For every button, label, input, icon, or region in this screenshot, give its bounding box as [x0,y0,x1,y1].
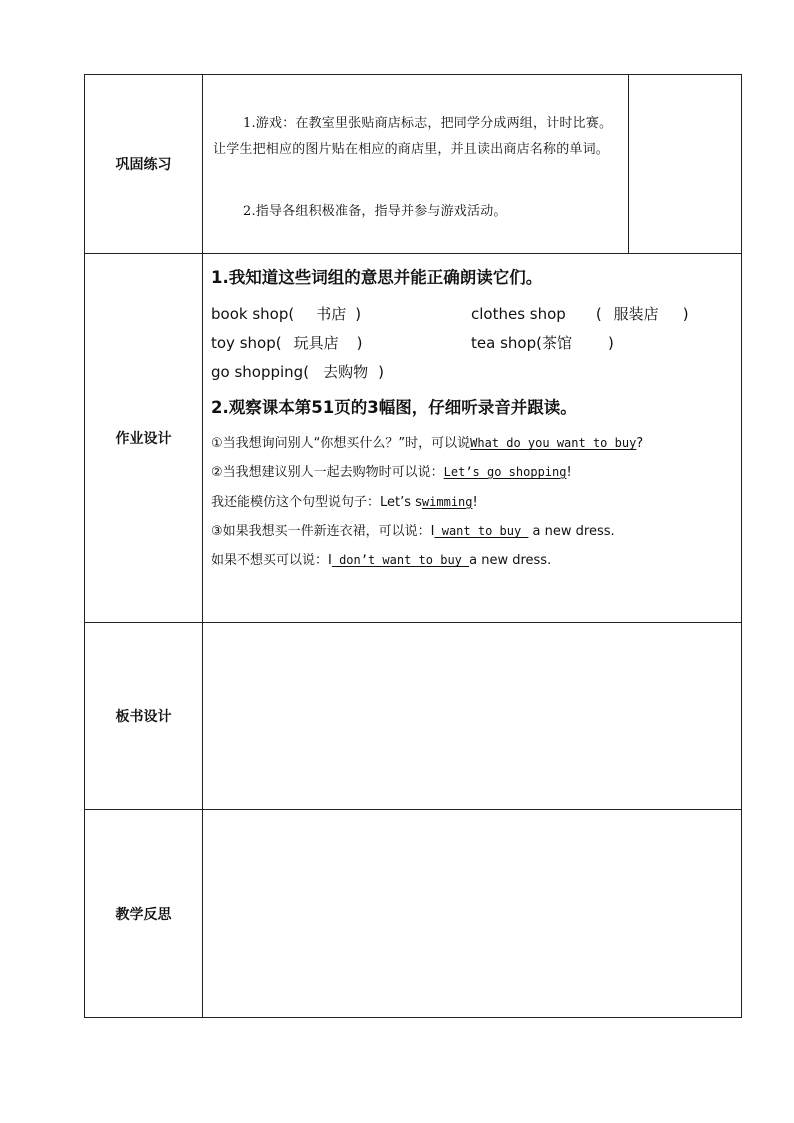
row-label-teaching-reflection: 教学反思 [85,810,203,1017]
lesson-plan-table [84,74,742,1018]
homework-question-2: ②当我想建议别人一起去购物时可以说：Let’s go shopping! [211,465,572,480]
row-label-homework: 作业设计 [85,254,203,622]
vocab-item: clothes shop ( 服装店 ) [471,305,689,323]
homework-heading-2: 2.观察课本第51页的3幅图，仔细听录音并跟读。 [211,398,577,417]
vocab-item: toy shop( 玩具店 ) [211,334,363,352]
answer-blank: What do you want to buy [470,436,637,450]
homework-question-3: 我还能模仿这个句型说句子：Let’s swimming! [211,495,478,510]
answer-blank: Let’s go shopping [443,465,567,479]
homework-content [203,254,741,622]
row-teaching-reflection [85,809,741,1017]
row-homework [85,253,741,622]
answer-blank: want to buy [434,524,529,538]
row-practice [85,75,741,253]
practice-paragraph-1: 1.游戏：在教室里张贴商店标志，把同学分成两组，计时比赛。让学生把相应的图片贴在相应的商店里，并且读出商店名称的单词。 [213,116,613,157]
answer-blank: don’t want to buy [331,553,470,567]
vocab-item: book shop( 书店 ) [211,305,362,323]
homework-heading-1: 1.我知道这些词组的意思并能正确朗读它们。 [211,268,543,287]
homework-question-5: 如果不想买可以说：I don’t want to buy a new dress. [211,553,552,568]
practice-paragraph-2: 2.指导各组积极准备，指导并参与游戏活动。 [243,204,507,219]
row-board-design [85,622,741,809]
homework-question-4: ③如果我想买一件新连衣裙，可以说：I want to buy a new dress. [211,524,615,539]
board-design-content [203,623,741,809]
practice-notes-cell [630,75,741,253]
row-label-practice: 巩固练习 [85,75,203,253]
row-label-board-design: 板书设计 [85,623,203,809]
practice-content [203,75,629,253]
answer-blank: wimming [421,495,473,509]
vocab-item: go shopping( 去购物 ) [211,363,384,381]
vocab-item: tea shop(茶馆 ) [471,334,614,352]
teaching-reflection-content [203,810,741,1017]
homework-question-1: ①当我想询问别人“你想买什么？”时，可以说What do you want to buy? [211,436,644,451]
